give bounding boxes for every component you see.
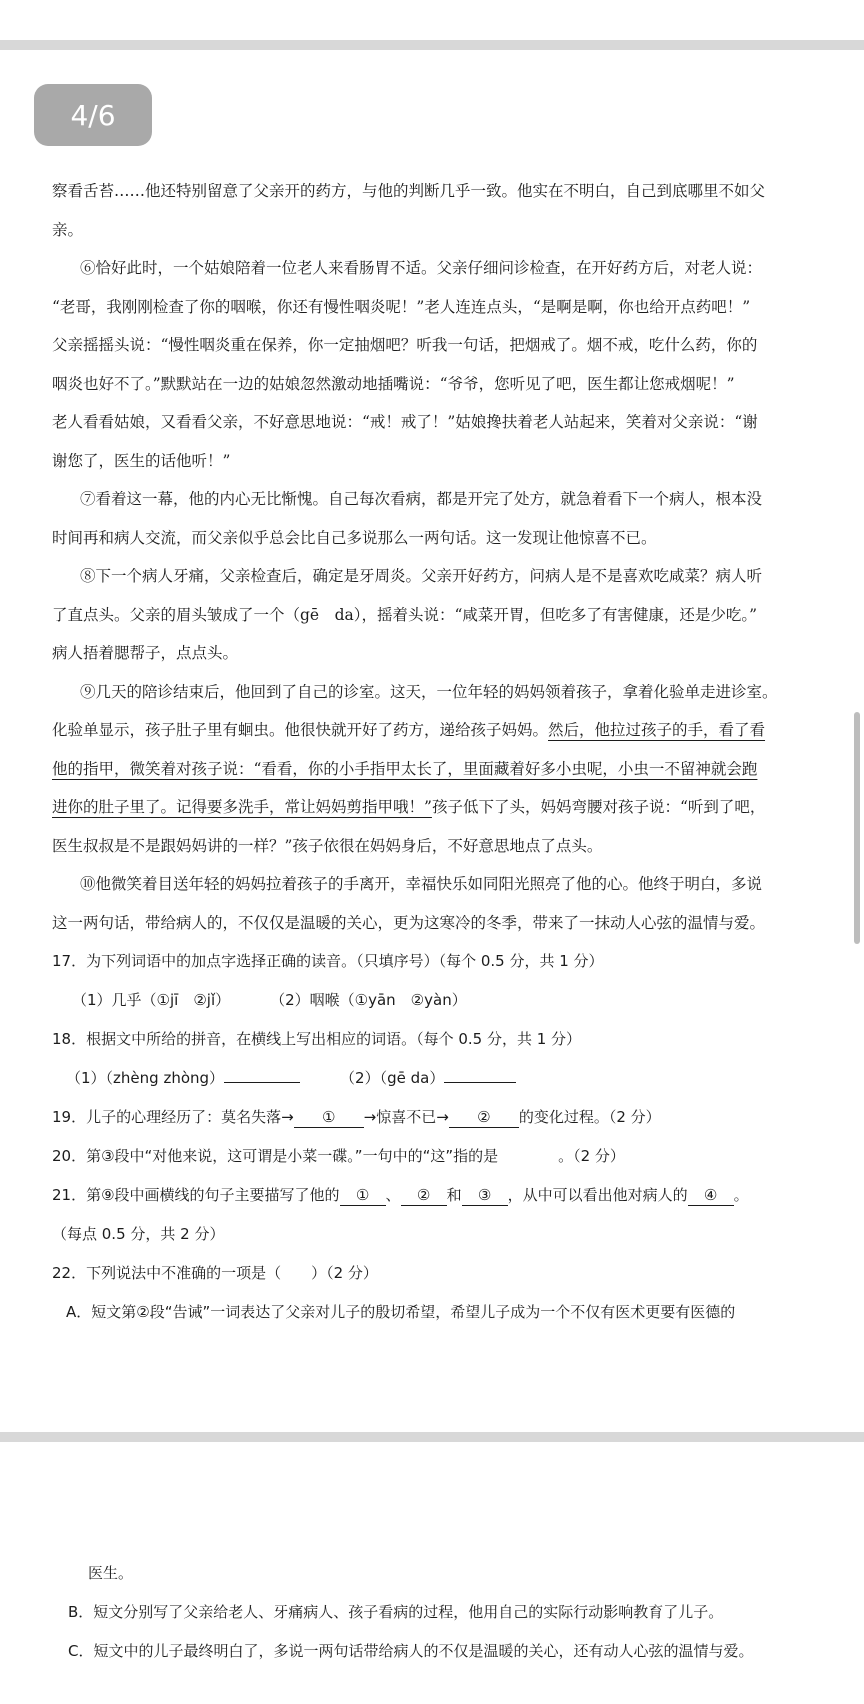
question-22-option-b: B．短文分别写了父亲给老人、牙痛病人、孩子看病的过程，他用自己的实际行动影响教育了儿子。 — [68, 1603, 724, 1621]
question-22-option-a: A．短文第②段“告诫”一词表达了父亲对儿子的殷切希望，希望儿子成为一个不仅有医术更要有医德的 — [66, 1303, 736, 1321]
question-22-option-c: C．短文中的儿子最终明白了，多说一两句话带给病人的不仅是温暖的关心，还有动人心弦的温情与爱。 — [68, 1642, 754, 1660]
question-text: 和 — [446, 1186, 462, 1204]
passage-line: 这一两句话，带给病人的，不仅仅是温暖的关心，更为这寒冷的冬季，带来了一抹动人心弦的温情与爱。 — [52, 913, 766, 932]
answer-blank[interactable] — [224, 1082, 300, 1083]
passage-line: 时间再和病人交流，而父亲似乎总会比自己多说那么一两句话。这一发现让他惊喜不已。 — [52, 528, 657, 547]
question-18: 18．根据文中所给的拼音，在横线上写出相应的词语。（每个 0.5 分，共 1 分） — [52, 1030, 582, 1048]
question-text: 。 — [733, 1186, 749, 1204]
answer-blank[interactable] — [444, 1082, 516, 1083]
underlined-sentence: 进你的肚子里了。记得要多洗手，常让妈妈剪指甲哦！” — [52, 798, 432, 816]
answer-blank-1[interactable]: ① — [340, 1185, 386, 1206]
paragraph-8: ⑧下一个病人牙痛，父亲检查后，确定是牙周炎。父亲开好药方，问病人是不是喜欢吃咸菜？病人听 — [80, 567, 763, 585]
passage-line — [52, 788, 858, 827]
passage-text: 孩子低下了头，妈妈弯腰对孩子说：“听到了吧， — [431, 798, 766, 816]
passage — [52, 172, 858, 1332]
question-text: 20．第③段中“对他来说，这可谓是小菜一碟。”一句中的“这”指的是 — [52, 1147, 499, 1165]
question-text: →惊喜不已→ — [363, 1108, 449, 1126]
passage-line: 病人捂着腮帮子，点点头。 — [52, 644, 239, 662]
paragraph-9: ⑨几天的陪诊结束后，他回到了自己的诊室。这天，一位年轻的妈妈领着孩子，拿着化验单走进诊室。 — [80, 682, 778, 701]
question-text: 21．第⑨段中画横线的句子主要描写了他的 — [52, 1186, 340, 1204]
question-18-options — [52, 1059, 858, 1098]
passage-line: “老哥，我刚刚检查了你的咽喉，你还有慢性咽炎呢！”老人连连点头，“是啊是啊，你也给开点药吧！” — [52, 297, 751, 316]
question-17-options — [52, 981, 858, 1020]
passage-line: 父亲摇摇头说：“慢性咽炎重在保养，你一定抽烟吧？听我一句话，把烟戒了。烟不戒，吃什么药，你的 — [52, 336, 758, 354]
question-21 — [52, 1176, 858, 1215]
page-separator — [0, 1432, 864, 1442]
page-separator-top — [0, 40, 864, 50]
paragraph-10: ⑩他微笑着目送年轻的妈妈拉着孩子的手离开，幸福快乐如同阳光照亮了他的心。他终于明白，多说 — [80, 875, 763, 893]
passage-line: 老人看看姑娘，又看看父亲，不好意思地说：“戒！戒了！”姑娘搀扶着老人站起来，笑着对父亲说：“谢 — [52, 413, 758, 431]
question-17: 17．为下列词语中的加点字选择正确的读音。（只填序号）（每个 0.5 分，共 1 分） — [52, 952, 604, 970]
paragraph-7: ⑦看着这一幕，他的内心无比惭愧。自己每次看病，都是开完了处方，就急着看下一个病人，根本没 — [80, 490, 763, 508]
question-20 — [52, 1137, 858, 1176]
question-21-note: （每点 0.5 分，共 2 分） — [52, 1225, 225, 1243]
question-19 — [52, 1098, 858, 1137]
passage-line: 亲。 — [52, 220, 84, 239]
question-text: 19．儿子的心理经历了：莫名失落→ — [52, 1108, 294, 1126]
option-a-continuation: 医生。 — [88, 1564, 134, 1582]
question-text: 、 — [385, 1186, 401, 1204]
question-text: 。（2 分） — [558, 1147, 625, 1165]
passage-line: 医生叔叔是不是跟妈妈讲的一样？”孩子依很在妈妈身后，不好意思地点了点头。 — [52, 836, 603, 855]
paragraph-6: ⑥恰好此时，一个姑娘陪着一位老人来看肠胃不适。父亲仔细问诊检查，在开好药方后，对老人说： — [80, 259, 763, 277]
question-18-option-2: （2）（gē da） — [340, 1069, 445, 1087]
passage-line: 咽炎也好不了。”默默站在一边的姑娘忽然激动地插嘴说：“爷爷，您听见了吧，医生都让您戒烟呢！” — [52, 374, 735, 393]
question-22: 22．下列说法中不准确的一项是（ ）（2 分） — [52, 1264, 378, 1282]
passage-line: 了直点头。父亲的眉头皱成了一个（gē da），摇着头说：“咸菜开胃，但吃多了有害健康，还是少吃。” — [52, 605, 758, 624]
question-17-option-2: （2）咽喉（①yān ②yàn） — [270, 991, 467, 1009]
passage-line: 察看舌苔……他还特别留意了父亲开的药方，与他的判断几乎一致。他实在不明白，自己到底哪里不如父 — [52, 182, 766, 200]
underlined-sentence: 然后，他拉过孩子的手，看了看 — [548, 721, 766, 739]
question-17-option-1: （1）几乎（①jī ②jǐ） — [72, 991, 231, 1009]
answer-blank-3[interactable]: ③ — [462, 1185, 508, 1206]
question-text: 的变化过程。（2 分） — [518, 1108, 661, 1126]
page-5-content — [68, 1554, 858, 1671]
page-indicator: 4/6 — [34, 84, 152, 146]
question-text: ，从中可以看出他对病人的 — [507, 1186, 688, 1204]
answer-blank-1[interactable]: ① — [294, 1107, 364, 1128]
passage-line — [52, 711, 858, 750]
answer-blank-2[interactable]: ② — [449, 1107, 519, 1128]
underlined-sentence: 他的指甲，微笑着对孩子说：“看看，你的小手指甲太长了，里面藏着好多小虫呢，小虫一不留神就会跑 — [52, 759, 758, 778]
answer-blank-4[interactable]: ④ — [688, 1185, 734, 1206]
passage-line: 谢您了，医生的话他听！” — [52, 451, 231, 470]
question-18-option-1: （1）（zhèng zhòng） — [66, 1069, 225, 1087]
passage-text: 化验单显示，孩子肚子里有蛔虫。他很快就开好了药方，递给孩子妈妈。 — [52, 721, 549, 739]
answer-blank-2[interactable]: ② — [401, 1185, 447, 1206]
